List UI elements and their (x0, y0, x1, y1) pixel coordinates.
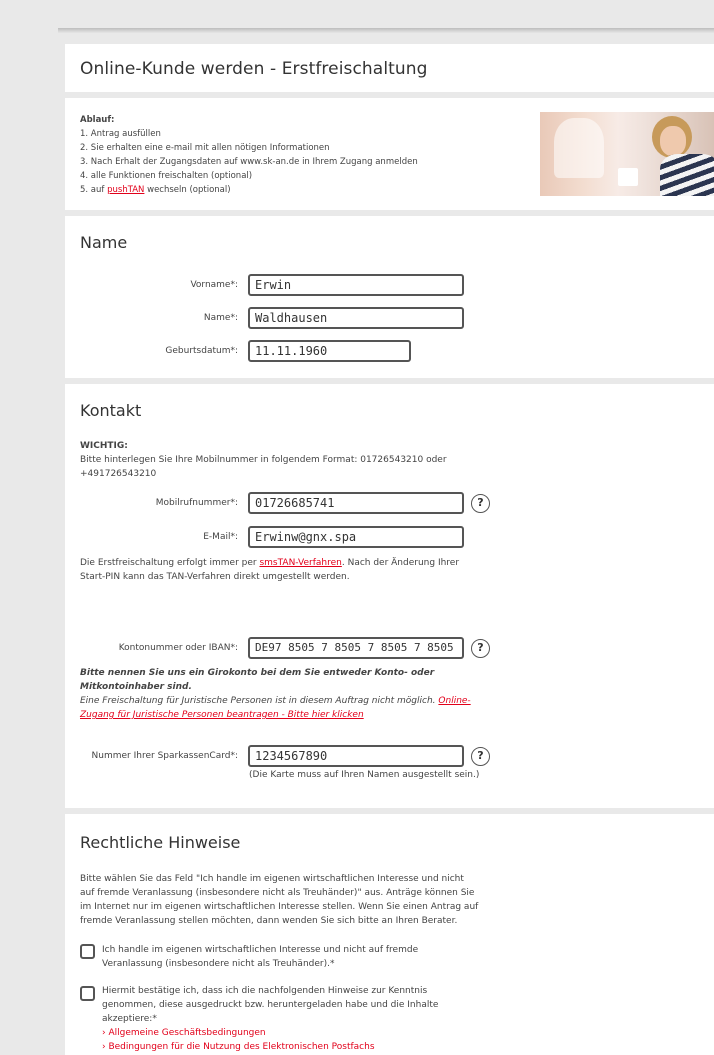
card-note: (Die Karte muss auf Ihren Namen ausgestellt sein.) (249, 770, 480, 780)
ablauf-list (80, 113, 418, 197)
title-panel (65, 44, 714, 92)
photo-cup (618, 168, 638, 186)
juristisch-line-2 (80, 708, 471, 722)
check1-line: Ich handle im eigenen wirtschaftlichen Interesse und nicht auf fremde (102, 945, 419, 955)
wichtig-block (80, 439, 447, 481)
kontakt-panel (65, 384, 714, 808)
check1-line: Veranlassung (insbesondere nicht als Treuhänder).* (102, 959, 335, 969)
pushtan-link[interactable]: pushTAN (107, 185, 145, 195)
hinweise-checkbox[interactable] (80, 986, 95, 1001)
card-help-icon[interactable]: ? (471, 747, 490, 766)
page-title: Online-Kunde werden - Erstfreischaltung (80, 59, 428, 79)
intro-line: auf fremde Veranlassung (insbesondere nicht als Treuhänder)" aus. Anträge können Sie (80, 888, 475, 898)
photo-face (660, 126, 686, 156)
konto-label: Kontonummer oder IBAN*: (118, 643, 238, 653)
info-line (80, 556, 459, 570)
email-input[interactable]: Erwinw@gnx.spa (248, 526, 464, 548)
card-label: Nummer Ihrer SparkassenCard*: (91, 751, 238, 761)
intro-line: fremde Veranlassung stellen möchten, dann wenden Sie sich bitte an Ihren Berater. (80, 916, 458, 926)
vorname-input[interactable]: Erwin (248, 274, 464, 296)
juristisch-line (80, 694, 471, 708)
top-divider (58, 28, 714, 33)
mobil-label: Mobilrufnummer*: (155, 498, 238, 508)
rechtlich-heading: Rechtliche Hinweise (80, 833, 241, 852)
mobil-help-icon[interactable]: ? (471, 494, 490, 513)
eigenes-interesse-text (102, 943, 418, 971)
juristisch-link-cont[interactable]: Zugang für Juristische Personen beantragen - Bitte hier klicken (80, 710, 364, 720)
ablauf-step: 4. alle Funktionen freischalten (optional) (80, 171, 253, 181)
info-line-2: Start-PIN kann das TAN-Verfahren direkt umgestellt werden. (80, 572, 350, 582)
geburtsdatum-label: Geburtsdatum*: (165, 346, 238, 356)
step5-suffix: wechseln (optional) (144, 185, 231, 195)
ablauf-step: 2. Sie erhalten eine e-mail mit allen nötigen Informationen (80, 143, 330, 153)
juristisch-link[interactable]: Online- (438, 696, 471, 706)
wichtig-line: Bitte hinterlegen Sie Ihre Mobilnummer in folgendem Format: 01726543210 oder (80, 455, 447, 465)
intro-line: Bitte wählen Sie das Feld "Ich handle im eigenen wirtschaftlichen Interesse und nicht (80, 874, 464, 884)
ablauf-step-5 (80, 183, 418, 197)
ablauf-heading: Ablauf: (80, 115, 115, 125)
agb-link[interactable]: › Allgemeine Geschäftsbedingungen (102, 1028, 266, 1038)
ablauf-step: 1. Antrag ausfüllen (80, 129, 161, 139)
erstfreischaltung-info (80, 556, 459, 584)
step5-prefix: 5. auf (80, 185, 108, 195)
postfach-link[interactable]: › Bedingungen für die Nutzung des Elektronischen Postfachs (102, 1042, 375, 1052)
konto-note: Mitkontoinhaber sind. (80, 682, 192, 692)
konto-note: Bitte nennen Sie uns ein Girokonto bei dem Sie entweder Konto- oder (80, 668, 435, 678)
ablauf-panel (65, 98, 714, 210)
rechtlich-intro (80, 872, 478, 928)
hinweise-text (102, 984, 438, 1054)
info-prefix: Die Erstfreischaltung erfolgt immer per (80, 558, 260, 568)
vorname-label: Vorname*: (190, 280, 238, 290)
photo-lamp (554, 118, 604, 178)
eigenes-interesse-checkbox[interactable] (80, 944, 95, 959)
check2-line: Hiermit bestätige ich, dass ich die nachfolgenden Hinweise zur Kenntnis (102, 986, 428, 996)
photo-person (660, 154, 714, 196)
email-label: E-Mail*: (203, 532, 238, 542)
geburtsdatum-input[interactable]: 11.11.1960 (248, 340, 411, 362)
hero-photo (540, 112, 714, 196)
konto-notes (80, 666, 471, 722)
mobil-input[interactable]: 01726685741 (248, 492, 464, 514)
konto-help-icon[interactable]: ? (471, 639, 490, 658)
wichtig-heading: WICHTIG: (80, 441, 128, 451)
name-panel (65, 216, 714, 378)
check2-line: genommen, diese ausgedruckt bzw. heruntergeladen habe und die Inhalte (102, 1000, 439, 1010)
card-input[interactable]: 1234567890 (248, 745, 464, 767)
juristisch-text: Eine Freischaltung für Juristische Personen ist in diesem Auftrag nicht möglich. (80, 696, 439, 706)
intro-line: im Internet nur im eigenen wirtschaftlichen Interesse stellen. Wenn Sie einen Antrag auf (80, 902, 479, 912)
name-input[interactable]: Waldhausen (248, 307, 464, 329)
konto-input[interactable]: DE97 8505 7 8505 7 8505 7 8505 (248, 637, 464, 659)
wichtig-line: +491726543210 (80, 469, 157, 479)
kontakt-heading: Kontakt (80, 401, 142, 420)
info-suffix: . Nach der Änderung Ihrer (341, 558, 460, 568)
name-heading: Name (80, 233, 128, 252)
smstan-link[interactable]: smsTAN-Verfahren (259, 558, 342, 568)
name-label: Name*: (203, 313, 238, 323)
rechtlich-panel (65, 814, 714, 1055)
ablauf-step: 3. Nach Erhalt der Zugangsdaten auf www.sk-an.de in Ihrem Zugang anmelden (80, 157, 418, 167)
check2-line: akzeptiere:* (102, 1014, 157, 1024)
